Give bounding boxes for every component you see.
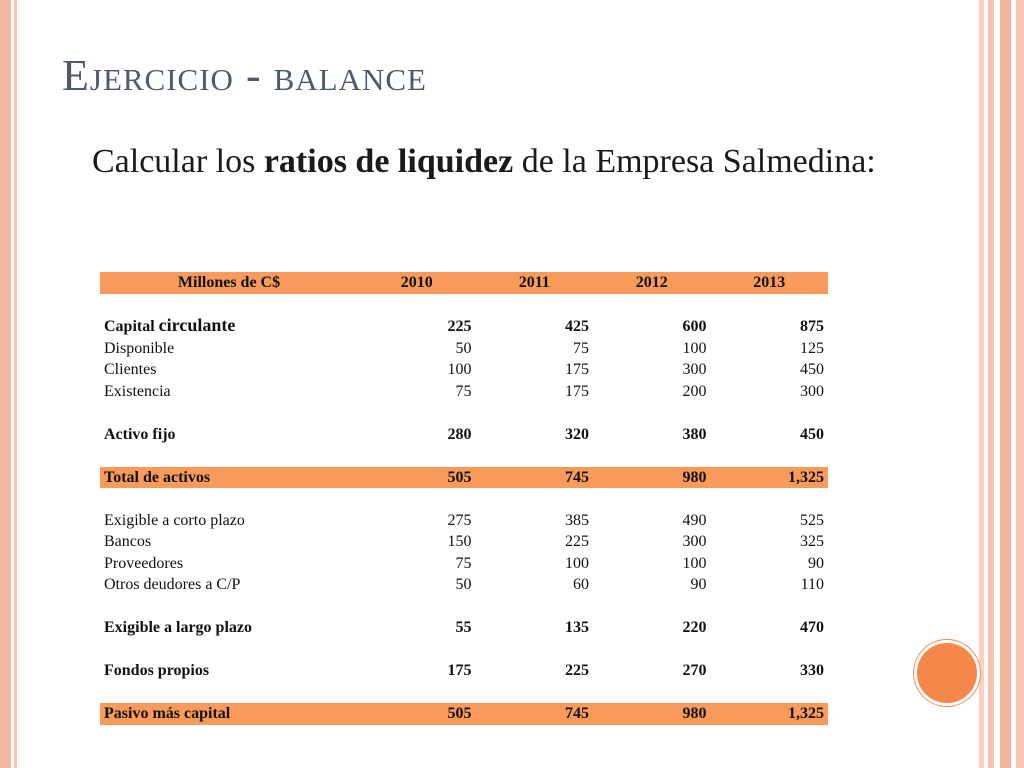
row-value: 280 bbox=[447, 425, 472, 443]
row-value: 135 bbox=[565, 619, 589, 636]
spacer-row bbox=[100, 639, 828, 661]
row-value: 450 bbox=[800, 425, 824, 443]
row-value: 525 bbox=[800, 511, 824, 529]
row-value: 505 bbox=[358, 467, 476, 489]
row-value: 225 bbox=[565, 662, 589, 679]
table-row-pasivo-capital bbox=[100, 703, 828, 725]
table-row-exigible-corto bbox=[100, 510, 828, 532]
row-label: Capital circulante bbox=[104, 315, 236, 335]
row-value: 220 bbox=[682, 619, 707, 636]
row-value: 225 bbox=[447, 317, 472, 335]
header-cell-2010: 2010 bbox=[358, 272, 476, 294]
intro-text-start: Calcular los bbox=[92, 143, 264, 180]
row-value: 175 bbox=[565, 382, 589, 400]
row-value: 55 bbox=[455, 619, 472, 636]
row-value: 100 bbox=[565, 554, 589, 572]
row-value: 380 bbox=[682, 425, 707, 443]
row-value: 90 bbox=[690, 576, 707, 593]
header-cell-label: Millones de C$ bbox=[100, 272, 358, 294]
row-value: 505 bbox=[358, 703, 476, 725]
row-value: 385 bbox=[565, 511, 589, 529]
row-value: 270 bbox=[682, 662, 707, 679]
row-value: 745 bbox=[476, 467, 594, 489]
row-value: 50 bbox=[455, 576, 472, 593]
table-row-disponible bbox=[100, 338, 828, 360]
header-cell-2013: 2013 bbox=[711, 272, 829, 294]
table-row-capital-circulante bbox=[100, 315, 828, 338]
row-value: 300 bbox=[800, 382, 824, 400]
row-value: 90 bbox=[808, 554, 824, 572]
row-value: 330 bbox=[800, 662, 824, 679]
row-value: 470 bbox=[800, 619, 824, 636]
row-value: 980 bbox=[593, 467, 711, 489]
spacer-row bbox=[100, 488, 828, 510]
table-row-activo-fijo bbox=[100, 424, 828, 446]
row-label: Otros deudores a C/P bbox=[104, 576, 241, 593]
row-label: Disponible bbox=[104, 339, 175, 357]
row-value: 100 bbox=[447, 361, 472, 378]
decorative-orange-circle bbox=[914, 640, 980, 706]
spacer-row bbox=[100, 445, 828, 467]
slide-title: Ejercicio - balance bbox=[62, 51, 427, 100]
row-label: Proveedores bbox=[104, 554, 184, 572]
right-border-stripe-2 bbox=[988, 0, 994, 768]
table-row-proveedores bbox=[100, 553, 828, 575]
row-value: 125 bbox=[800, 339, 824, 357]
row-value: 100 bbox=[682, 339, 707, 357]
row-label: Clientes bbox=[104, 361, 157, 378]
table-row-fondos-propios bbox=[100, 660, 828, 682]
row-value: 600 bbox=[682, 317, 707, 335]
right-border-stripe-3 bbox=[1000, 0, 1011, 768]
row-label: Fondos propios bbox=[104, 662, 210, 679]
row-value: 100 bbox=[682, 554, 707, 572]
intro-text-end: de la Empresa Salmedina: bbox=[513, 143, 876, 180]
row-value: 875 bbox=[800, 317, 824, 335]
row-value: 300 bbox=[682, 361, 707, 378]
spacer-row bbox=[100, 294, 828, 316]
table-row-total-activos bbox=[100, 467, 828, 489]
row-value: 1,325 bbox=[711, 467, 829, 489]
row-value: 1,325 bbox=[711, 703, 829, 725]
row-value: 225 bbox=[565, 533, 589, 550]
header-cell-2011: 2011 bbox=[476, 272, 594, 294]
table-row-exigible-largo bbox=[100, 617, 828, 639]
header-cell-2012: 2012 bbox=[593, 272, 711, 294]
row-value: 325 bbox=[800, 533, 824, 550]
left-border-stripe bbox=[0, 0, 11, 768]
row-value: 425 bbox=[565, 317, 589, 335]
spacer-row bbox=[100, 596, 828, 618]
row-value: 60 bbox=[573, 576, 589, 593]
row-value: 275 bbox=[447, 511, 472, 529]
right-border-stripe-1 bbox=[979, 0, 984, 768]
row-label: Total de activos bbox=[100, 467, 358, 489]
row-value: 490 bbox=[682, 511, 707, 529]
row-value: 75 bbox=[455, 554, 472, 572]
table-row-bancos bbox=[100, 531, 828, 553]
row-value: 450 bbox=[800, 361, 824, 378]
table-row-clientes bbox=[100, 359, 828, 381]
row-value: 745 bbox=[476, 703, 594, 725]
left-border-thin-stripe bbox=[14, 0, 17, 768]
row-value: 150 bbox=[447, 533, 472, 550]
table-row-otros-deudores bbox=[100, 574, 828, 596]
right-border-stripe-4 bbox=[1016, 0, 1024, 768]
row-value: 175 bbox=[565, 361, 589, 378]
balance-table bbox=[100, 272, 828, 725]
row-value: 110 bbox=[800, 576, 824, 593]
table-row-existencia bbox=[100, 381, 828, 403]
row-label: Existencia bbox=[104, 382, 171, 400]
row-label: Bancos bbox=[104, 533, 152, 550]
row-label: Exigible a corto plazo bbox=[104, 511, 245, 529]
table-header-row bbox=[100, 272, 828, 294]
row-value: 320 bbox=[565, 425, 589, 443]
spacer-row bbox=[100, 402, 828, 424]
spacer-row bbox=[100, 682, 828, 704]
row-value: 300 bbox=[682, 533, 707, 550]
slide-intro bbox=[92, 140, 876, 184]
row-label: Pasivo más capital bbox=[100, 703, 358, 725]
row-label: Exigible a largo plazo bbox=[104, 619, 252, 636]
row-value: 50 bbox=[455, 339, 472, 357]
row-value: 980 bbox=[593, 703, 711, 725]
row-value: 200 bbox=[682, 382, 707, 400]
row-label: Activo fijo bbox=[104, 425, 176, 443]
row-value: 75 bbox=[455, 382, 472, 400]
row-value: 75 bbox=[573, 339, 589, 357]
intro-text-bold: ratios de liquidez bbox=[263, 143, 514, 180]
row-value: 175 bbox=[447, 662, 472, 679]
